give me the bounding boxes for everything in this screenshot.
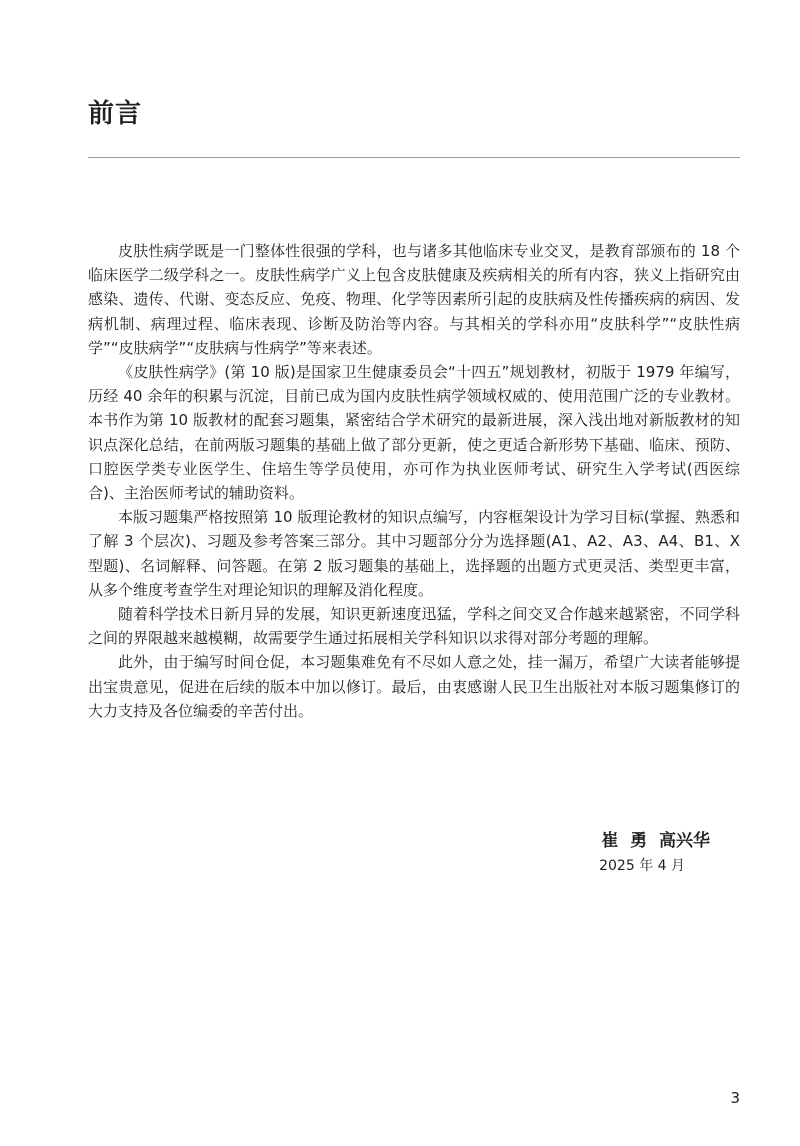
paragraph: 《皮肤性病学》(第 10 版)是国家卫生健康委员会“十四五”规划教材，初版于 1979 年编写，历经 40 余年的积累与沉淀，目前已成为国内皮肤性病学领域权威的、使用范围广泛的专业教材。本书作为第 10 版教材的配套习题集，紧密结合学术研究的最新进展，深入浅出地对新版教材的知识点深化总结，在前两版习题集的基础上做了部分更新，使之更适合新形势下基础、临床、预防、口腔医学类专业医学生、住培生等学员使用，亦可作为执业医师考试、研究生入学考试(西医综合)、主治医师考试的辅助资料。 xyxy=(88,363,740,503)
page-title: 前言 xyxy=(88,99,143,129)
signature-date: 2025 年 4 月 xyxy=(599,858,685,874)
paragraph: 皮肤性病学既是一门整体性很强的学科，也与诸多其他临床专业交叉，是教育部颁布的 18 个临床医学二级学科之一。皮肤性病学广义上包含皮肤健康及疾病相关的所有内容，狭义上指研究由感染、遗传、代谢、变态反应、免疫、物理、化学等因素所引起的皮肤病及性传播疾病的病因、发病机制、病理过程、临床表现、诊断及防治等内容。与其相关的学科亦用“皮肤科学”“皮肤性病学”“皮肤病学”“皮肤病与性病学”等来表述。 xyxy=(88,242,740,357)
paragraph: 随着科学技术日新月异的发展，知识更新速度迅猛，学科之间交叉合作越来越紧密，不同学科之间的界限越来越模糊，故需要学生通过拓展相关学科知识以求得对部分考题的理解。 xyxy=(88,605,740,648)
paragraph: 本版习题集严格按照第 10 版理论教材的知识点编写，内容框架设计为学习目标(掌握、熟悉和了解 3 个层次)、习题及参考答案三部分。其中习题部分分为选择题(A1、A2、A3、A4、B1、X 型题)、名词解释、问答题。在第 2 版习题集的基础上，选择题的出题方式更灵活、类型更丰富，从多个维度考查学生对理论知识的理解及消化程度。 xyxy=(88,508,740,599)
preface-body xyxy=(88,239,740,723)
page-number: 3 xyxy=(730,1089,740,1107)
title-divider xyxy=(88,157,740,158)
author-names: 崔 勇 高兴华 xyxy=(601,831,710,851)
paragraph: 此外，由于编写时间仓促，本习题集难免有不尽如人意之处，挂一漏万，希望广大读者能够提出宝贵意见，促进在后续的版本中加以修订。最后，由衷感谢人民卫生出版社对本版习题集修订的大力支持及各位编委的辛苦付出。 xyxy=(88,653,740,720)
